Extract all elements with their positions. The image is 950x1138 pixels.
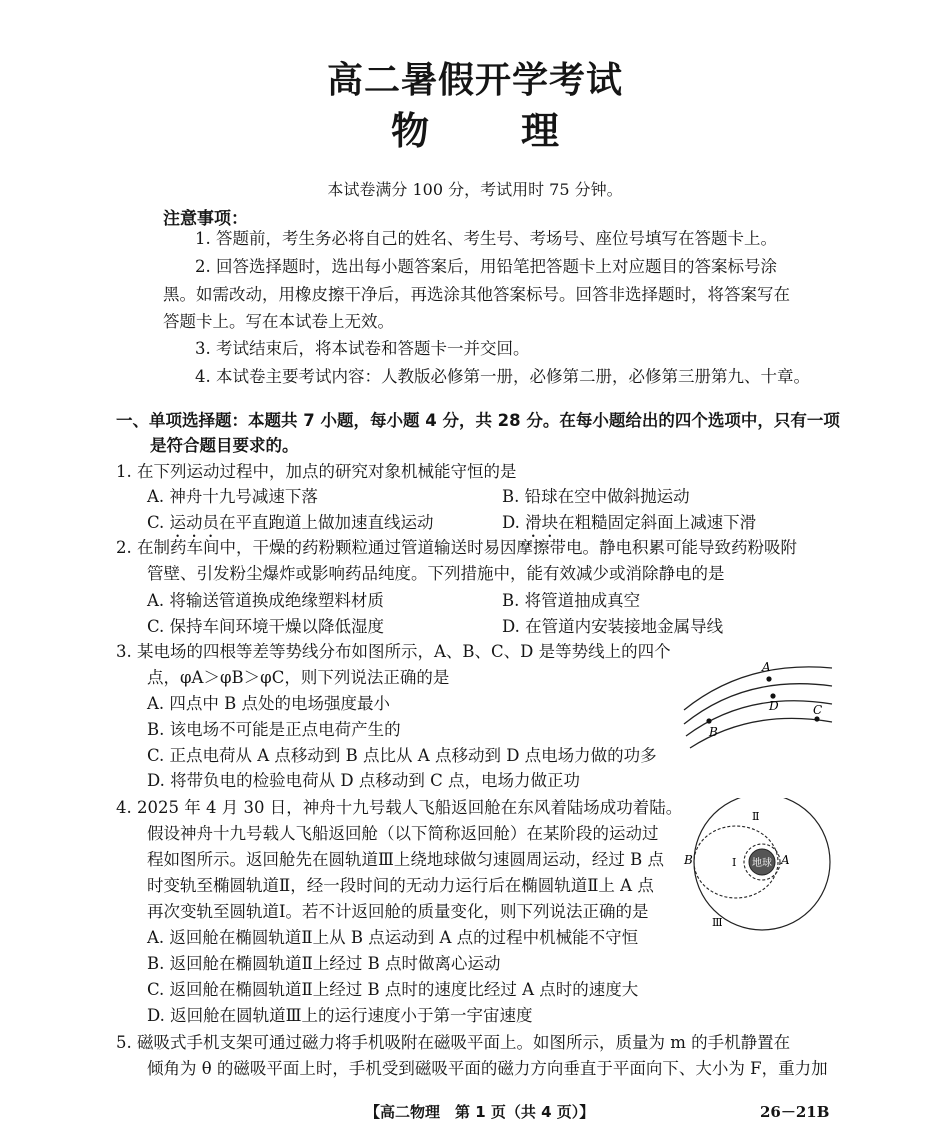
q3-option-b: B. 该电场不可能是正点电荷产生的 bbox=[147, 720, 401, 739]
q4-stem-cont: 假设神舟十九号载人飞船返回舱（以下简称返回舱）在某阶段的运动过 bbox=[147, 824, 659, 843]
q2-option-c: C. 保持车间环境干燥以降低湿度 bbox=[147, 617, 385, 636]
q4-stem: 4. 2025 年 4 月 30 日，神舟十九号载人飞船返回舱在东风着陆场成功着陆。 bbox=[116, 798, 683, 817]
q1-option-b: B. 铅球在空中做斜抛运动 bbox=[502, 487, 690, 506]
paper-code: 26－21B bbox=[760, 1103, 830, 1121]
subject-title bbox=[0, 100, 950, 155]
notice-line: 3. 考试结束后，将本试卷和答题卡一并交回。 bbox=[195, 339, 530, 358]
q1-stem: 1. 在下列运动过程中，加点的研究对象机械能守恒的是 bbox=[116, 462, 517, 481]
q4-option-a: A. 返回舱在椭圆轨道Ⅱ上从 B 点运动到 A 点的过程中机械能不守恒 bbox=[147, 928, 639, 947]
emphasis-dot-subject: 运动员 bbox=[169, 513, 220, 532]
q4-stem-cont: 时变轨至椭圆轨道Ⅱ，经一段时间的无动力运行后在椭圆轨道Ⅱ上 A 点 bbox=[147, 876, 654, 895]
exam-title: 高二暑假开学考试 bbox=[326, 60, 623, 101]
subject-char-1: 物 bbox=[390, 109, 429, 153]
q3-equipotential-figure bbox=[676, 652, 836, 752]
q1-option-c: C. 运动员在平直跑道上做加速直线运动 bbox=[147, 513, 434, 532]
point-b-label: B bbox=[684, 853, 693, 867]
section-heading-cont: 是符合题目要求的。 bbox=[150, 436, 299, 455]
q4-option-c: C. 返回舱在椭圆轨道Ⅱ上经过 B 点时的速度比经过 A 点时的速度大 bbox=[147, 980, 639, 999]
q3-stem: 3. 某电场的四根等差等势线分布如图所示，A、B、C、D 是等势线上的四个 bbox=[116, 642, 671, 661]
q3-option-c: C. 正点电荷从 A 点移动到 B 点比从 A 点移动到 D 点电场力做的功多 bbox=[147, 746, 657, 765]
fig-label-b: B bbox=[709, 725, 718, 739]
q1-option-d: D. 滑块在粗糙固定斜面上减速下滑 bbox=[502, 513, 757, 532]
q2-option-d: D. 在管道内安装接地金属导线 bbox=[502, 617, 724, 636]
notice-line: 4. 本试卷主要考试内容：人教版必修第一册，必修第二册，必修第三册第九、十章。 bbox=[195, 367, 810, 386]
q3-stem-cont: 点，φA＞φB＞φC，则下列说法正确的是 bbox=[147, 668, 450, 687]
emphasis-dot-subject: 滑块 bbox=[525, 513, 559, 532]
q5-stem: 5. 磁吸式手机支架可通过磁力将手机吸附在磁吸平面上。如图所示，质量为 m 的手机静置在 bbox=[116, 1033, 791, 1052]
point-a-label: A bbox=[781, 853, 790, 867]
q2-stem: 2. 在制药车间中，干燥的药粉颗粒通过管道输送时易因摩擦带电。静电积累可能导致药粉吸附 bbox=[116, 538, 797, 557]
q3-option-a: A. 四点中 B 点处的电场强度最小 bbox=[147, 694, 391, 713]
exam-meta: 本试卷满分 100 分，考试用时 75 分钟。 bbox=[327, 180, 623, 199]
orbit-iii-label: Ⅲ bbox=[712, 916, 723, 929]
notice-line: 2. 回答选择题时，选出每小题答案后，用铅笔把答题卡上对应题目的答案标号涂 bbox=[195, 257, 777, 276]
section-heading: 一、单项选择题：本题共 7 小题，每小题 4 分，共 28 分。在每小题给出的四个选项中，只有一项 bbox=[116, 411, 840, 430]
notice-heading: 注意事项： bbox=[163, 209, 248, 229]
subject-char-2: 理 bbox=[521, 109, 560, 153]
q4-stem-cont: 再次变轨至圆轨道Ⅰ。若不计返回舱的质量变化，则下列说法正确的是 bbox=[147, 902, 649, 921]
q2-option-b: B. 将管道抽成真空 bbox=[502, 591, 641, 610]
q2-option-a: A. 将输送管道换成绝缘塑料材质 bbox=[147, 591, 384, 610]
q4-orbit-figure bbox=[682, 798, 832, 938]
orbit-i-label: Ⅰ bbox=[732, 856, 737, 869]
fig-label-a: A bbox=[762, 660, 771, 674]
fig-label-c: C bbox=[813, 703, 823, 717]
q2-stem-cont: 管壁、引发粉尘爆炸或影响药品纯度。下列措施中，能有效减少或消除静电的是 bbox=[147, 564, 725, 583]
q5-stem-cont: 倾角为 θ 的磁吸平面上时，手机受到磁吸平面的磁力方向垂直于平面向下、大小为 F，重力加 bbox=[147, 1059, 828, 1078]
notice-line: 黑。如需改动，用橡皮擦干净后，再选涂其他答案标号。回答非选择题时，将答案写在 bbox=[163, 285, 790, 304]
orbit-ii-label: Ⅱ bbox=[752, 810, 760, 823]
earth-label: 地球 bbox=[752, 858, 772, 869]
notice-line: 1. 答题前，考生务必将自己的姓名、考生号、考场号、座位号填写在答题卡上。 bbox=[195, 229, 777, 248]
q4-option-d: D. 返回舱在圆轨道Ⅲ上的运行速度小于第一宇宙速度 bbox=[147, 1006, 533, 1025]
notice-line: 答题卡上。写在本试卷上无效。 bbox=[163, 312, 394, 331]
q4-option-b: B. 返回舱在椭圆轨道Ⅱ上经过 B 点时做离心运动 bbox=[147, 954, 501, 973]
page-footer: 【高二物理 第 1 页（共 4 页）】 bbox=[365, 1103, 595, 1121]
q1-option-a: A. 神舟十九号减速下落 bbox=[147, 487, 318, 506]
q4-stem-cont: 程如图所示。返回舱先在圆轨道Ⅲ上绕地球做匀速圆周运动，经过 B 点 bbox=[147, 850, 665, 869]
fig-label-d: D bbox=[769, 699, 779, 713]
q3-option-d: D. 将带负电的检验电荷从 D 点移动到 C 点，电场力做正功 bbox=[147, 771, 580, 790]
